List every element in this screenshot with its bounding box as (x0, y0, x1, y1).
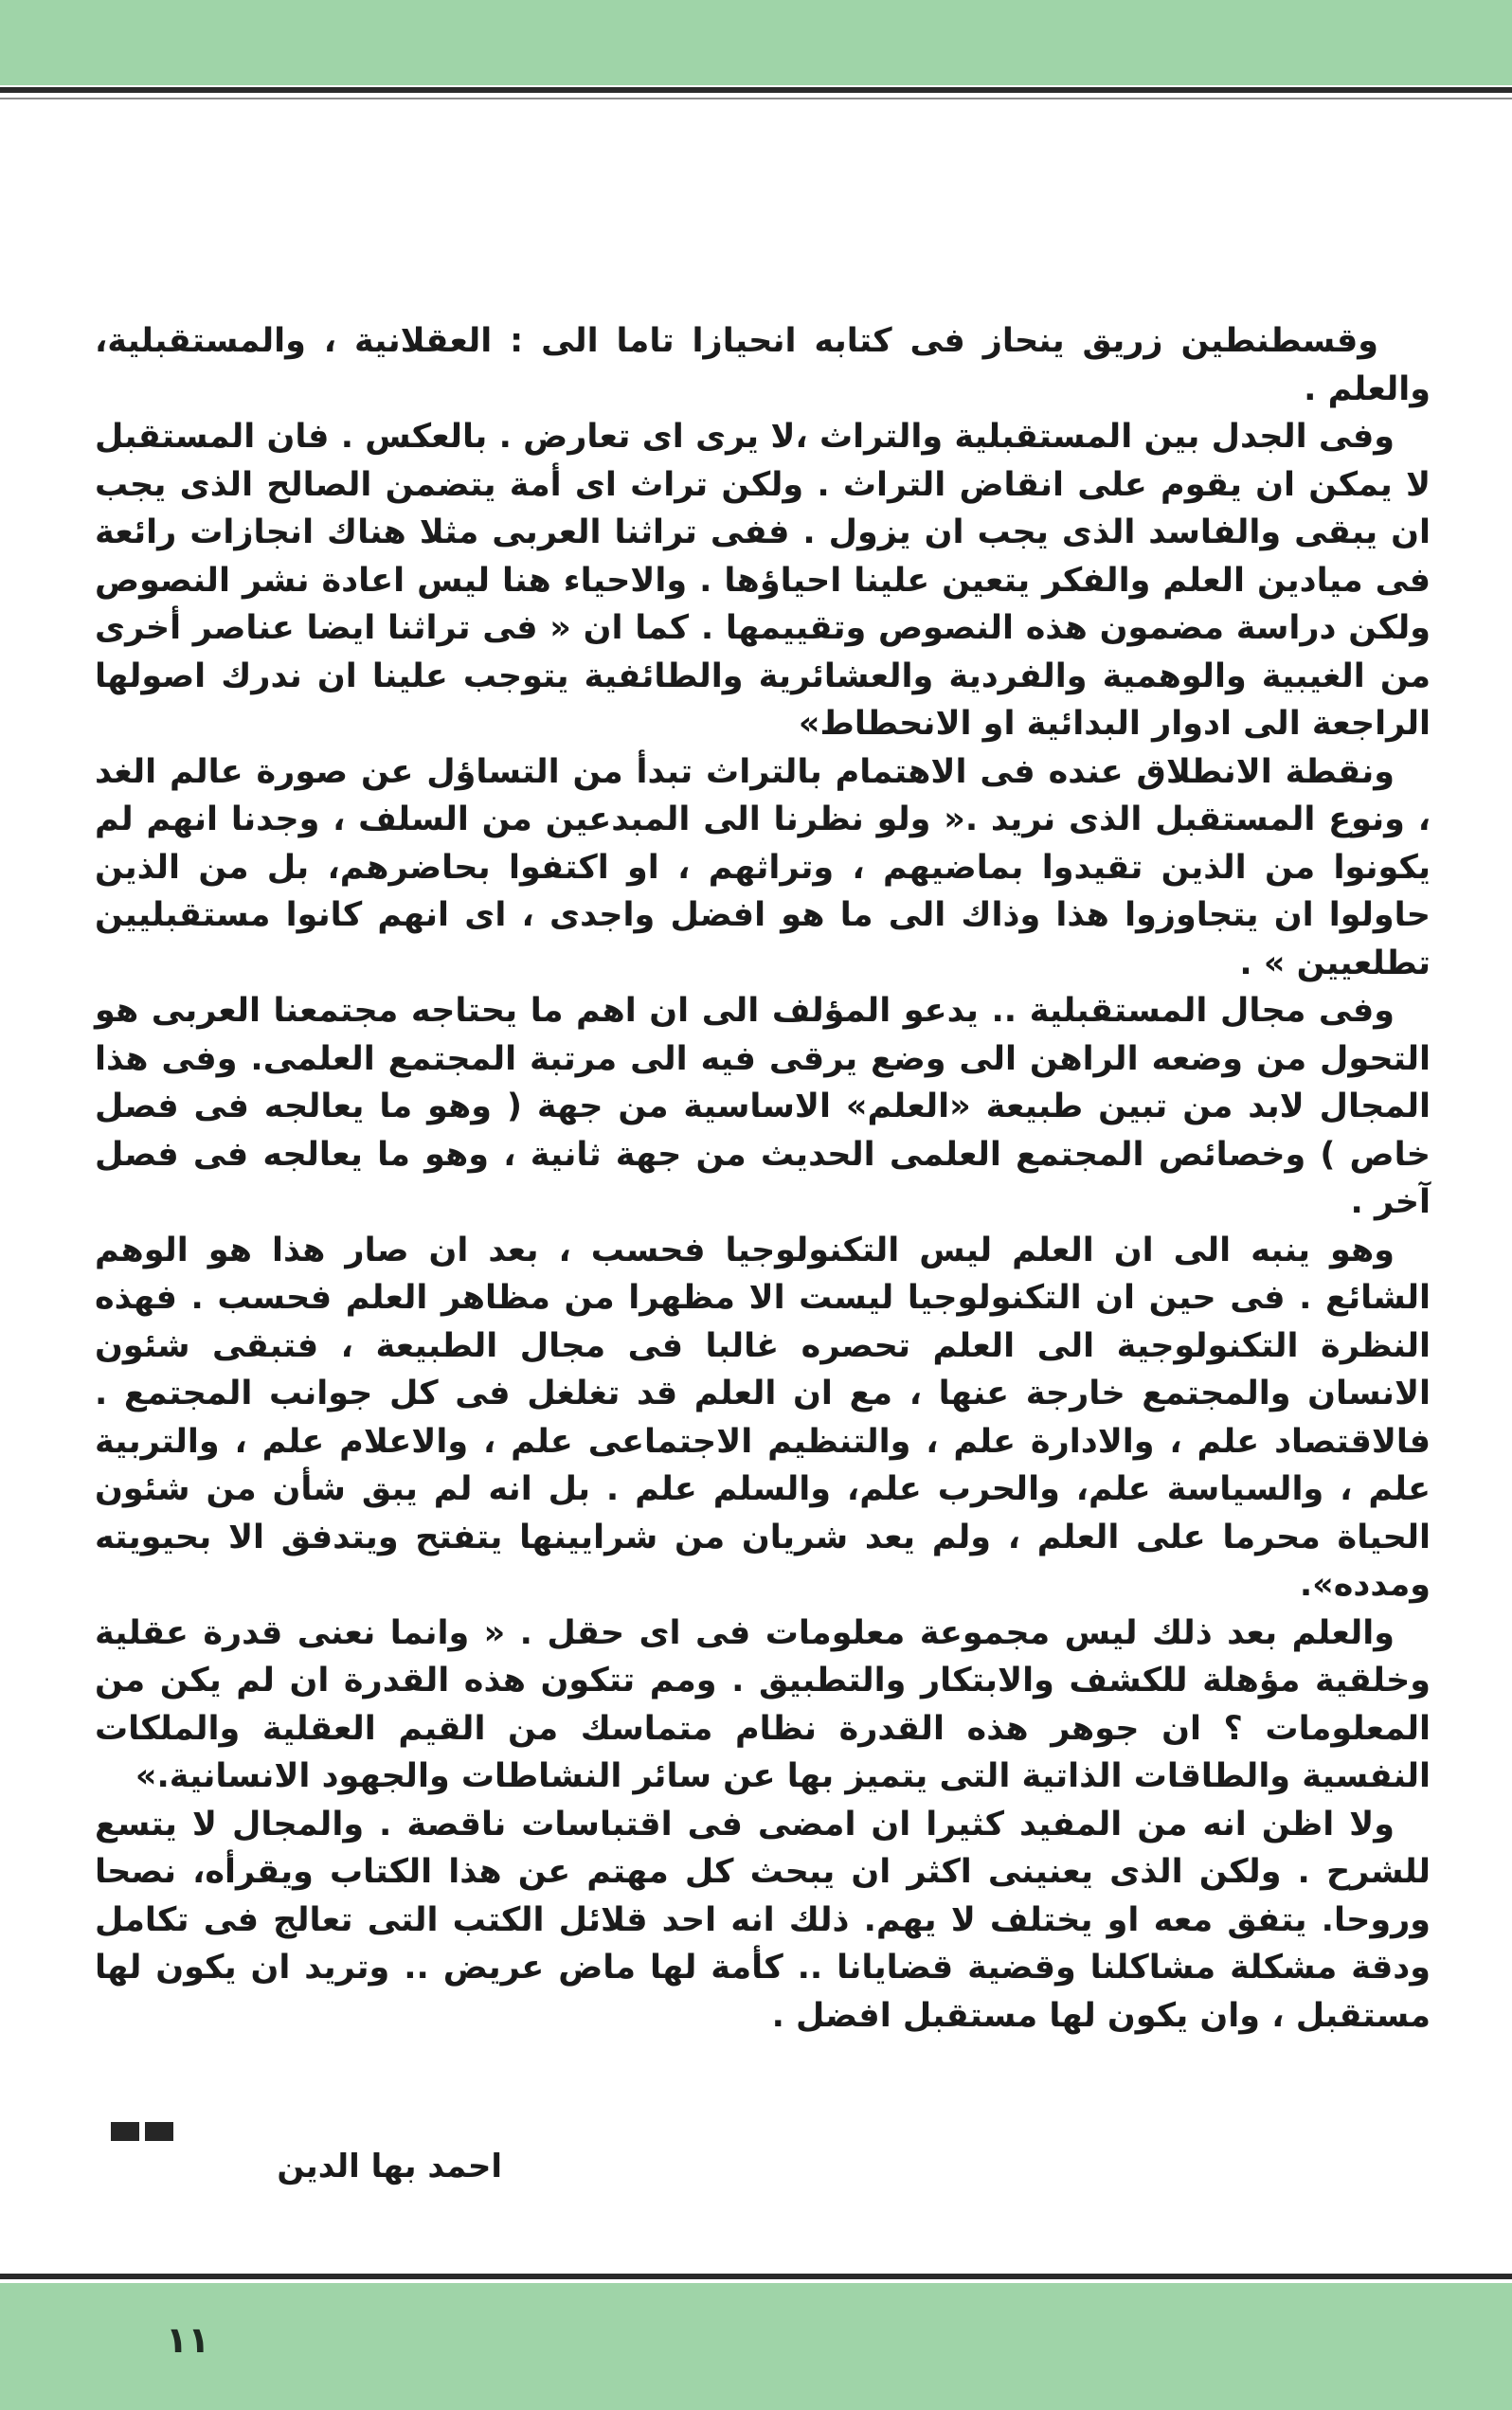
paragraph-3: ونقطة الانطلاق عنده فى الاهتمام بالتراث تبدأ من التساؤل عن صورة عالم الغد ، ونوع المستقبل الذى نريد .« ولو نظرنا الى المبدعين من السلف ، وجدنا انهم لم يكونوا من الذين تقيدوا بماضيهم ، وتراثهم ، او اكتفوا بحاضرهم، بل من الذين حاولوا ان يتجاوزوا هذا وذاك الى ما هو افضل واجدى ، اى انهم كانوا مستقبليين تطلعيين » . (95, 752, 1431, 982)
top-green-band (0, 0, 1512, 85)
article-body (95, 317, 1431, 2040)
paragraph-2: وفى الجدل بين المستقبلية والتراث ،لا يرى اى تعارض . بالعكس . فان المستقبل لا يمكن ان يقوم على انقاض التراث . ولكن تراث اى أمة يتضمن الصالح الذى يجب ان يبقى والفاسد الذى يجب ان يزول . ففى تراثنا العربى مثلا هناك انجازات رائعة فى ميادين العلم والفكر يتعين علينا احياؤها . والاحياء هنا ليس اعادة نشر النصوص ولكن دراسة مضمون هذه النصوص وتقييمها . كما ان « فى تراثنا ايضا عناصر أخرى من الغيبية والوهمية والفردية والعشائرية والطائفية يتوجب علينا ان ندرك اصولها الراجعة الى ادوار البدائية او الانحطاط» (95, 418, 1431, 743)
bottom-green-band (0, 2283, 1512, 2410)
page-number: ١١ (166, 2319, 210, 2361)
paragraph-7: ولا اظن انه من المفيد كثيرا ان امضى فى اقتباسات ناقصة . والمجال لا يتسع للشرح . ولكن الذى يعنينى اكثر ان يبحث كل مهتم عن هذا الكتاب ويقرأه، نصحا وروحا. يتفق معه او يختلف لا يهم. ذلك انه احد قلائل الكتب التى تعالج فى تكامل ودقة مشكلة مشاكلنا وقضية قضايانا .. كأمة لها ماض عريض .. وتريد ان يكون لها مستقبل ، وان يكون لها مستقبل افضل . (95, 1805, 1431, 2035)
end-of-article-marks (109, 2122, 173, 2141)
bottom-rule (0, 2274, 1512, 2279)
top-thin-rule (0, 98, 1512, 99)
top-rule (0, 87, 1512, 93)
end-mark-square (111, 2122, 139, 2141)
paragraph-1: وقسطنطين زريق ينحاز فى كتابه انحيازا تاما الى : العقلانية ، والمستقبلية، والعلم . (95, 322, 1431, 408)
paragraph-4: وفى مجال المستقبلية .. يدعو المؤلف الى ان اهم ما يحتاجه مجتمعنا العربى هو التحول من وضعه الراهن الى وضع يرقى فيه الى مرتبة المجتمع العلمى. وفى هذا المجال لابد من تبين طبيعة «العلم» الاساسية من جهة ( وهو ما يعالجه فى فصل خاص ) وخصائص المجتمع العلمى الحديث من جهة ثانية ، وهو ما يعالجه فى فصل آخر . (95, 992, 1431, 1221)
paragraph-6: والعلم بعد ذلك ليس مجموعة معلومات فى اى حقل . « وانما نعنى قدرة عقلية وخلقية مؤهلة للكشف والابتكار والتطبيق . ومم تتكون هذه القدرة ان لم يكن من المعلومات ؟ ان جوهر هذه القدرة نظام متماسك من القيم العقلية والملكات النفسية والطاقات الذاتية التى يتميز بها عن سائر النشاطات والجهود الانسانية.» (95, 1613, 1431, 1795)
paragraph-5: وهو ينبه الى ان العلم ليس التكنولوجيا فحسب ، بعد ان صار هذا هو الوهم الشائع . فى حين ان التكنولوجيا ليست الا مظهرا من مظاهر العلم فحسب . فهذه النظرة التكنولوجية الى العلم تحصره غالبا فى مجال الطبيعة ، فتبقى شئون الانسان والمجتمع خارجة عنها ، مع ان العلم قد تغلغل فى كل جوانب المجتمع . فالاقتصاد علم ، والادارة علم ، والتنظيم الاجتماعى علم ، والاعلام علم ، والتربية علم ، والسياسة علم، والحرب علم، والسلم علم . بل انه لم يبق شأن من شئون الحياة محرما على العلم ، ولم يعد شريان من شرايينها يتفتح ويتدفق الا بحيويته ومدده». (95, 1231, 1431, 1604)
author-signature: احمد بها الدين (277, 2148, 502, 2185)
end-mark-square (145, 2122, 173, 2141)
